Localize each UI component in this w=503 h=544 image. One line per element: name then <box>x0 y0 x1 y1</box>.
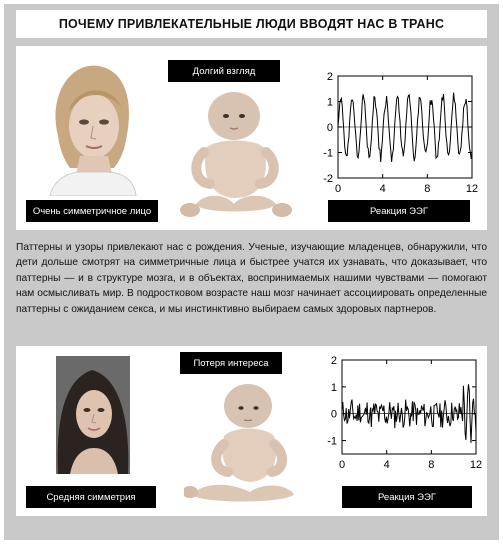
symmetric-face-photo <box>40 56 140 196</box>
eeg-chart-top <box>316 70 478 200</box>
eeg-bottom-y-tick-label: 1 <box>330 381 337 394</box>
face-caption: Средняя симметрия <box>26 486 156 508</box>
eeg-top-waveform <box>338 93 472 162</box>
baby-photo <box>184 380 304 508</box>
eeg-top-y-tick-label: -2 <box>323 173 333 185</box>
average-symmetry-face-photo <box>56 356 130 474</box>
eeg-top-x-tick-label: 8 <box>424 183 431 195</box>
eeg-bottom-y-tick-label: -1 <box>327 435 337 448</box>
eeg-bottom-x-tick-label: 12 <box>469 459 482 471</box>
eeg-top-y-tick-label: 0 <box>326 122 333 134</box>
eeg-bottom-y-tick-label: 2 <box>330 355 337 367</box>
eeg-bottom-plot-frame <box>342 360 476 454</box>
eeg-caption: Реакция ЭЭГ <box>342 486 472 508</box>
page-title: ПОЧЕМУ ПРИВЛЕКАТЕЛЬНЫЕ ЛЮДИ ВВОДЯТ НАС В ТРАНС <box>16 10 487 38</box>
baby-photo <box>176 86 296 222</box>
baby-caption: Долгий взгляд <box>168 60 280 82</box>
baby-caption: Потеря интереса <box>180 352 282 374</box>
eeg-top-x-tick-label: 4 <box>379 183 386 195</box>
eeg-chart-bottom <box>320 354 482 476</box>
eeg-caption: Реакция ЭЭГ <box>328 200 470 222</box>
eeg-top-x-tick-label: 0 <box>334 183 342 195</box>
eeg-top-y-tick-label: 1 <box>326 96 333 109</box>
top-panel <box>16 46 487 230</box>
face-caption: Очень симметричное лицо <box>26 200 158 222</box>
body-paragraph: Паттерны и узоры привлекают нас с рождения. Ученые, изучающие младенцев, обнаружили, что дети дольше смотрят на симметричные лица и быстрее учатся их узнавать, что доказывает, что паттерны — и в структуре мозга, и в объектах, воспринимаемых нашими чувствами — помогают нам осмысливать мир. В подростковом возрасте наш мозг начинает ассоциировать определенные паттерны с ожиданием секса, и мы инстинктивно выбираем самых здоровых партнеров. <box>16 242 487 315</box>
eeg-bottom-x-tick-label: 8 <box>428 459 435 471</box>
eeg-top-y-tick-label: -1 <box>323 147 333 160</box>
eeg-bottom-x-tick-label: 0 <box>338 459 346 471</box>
eeg-bottom-y-tick-label: 0 <box>330 408 337 421</box>
bottom-panel <box>16 346 487 516</box>
eeg-top-x-tick-label: 12 <box>465 183 478 195</box>
eeg-bottom-x-tick-label: 4 <box>383 459 390 471</box>
eeg-top-y-tick-label: 2 <box>326 71 333 83</box>
